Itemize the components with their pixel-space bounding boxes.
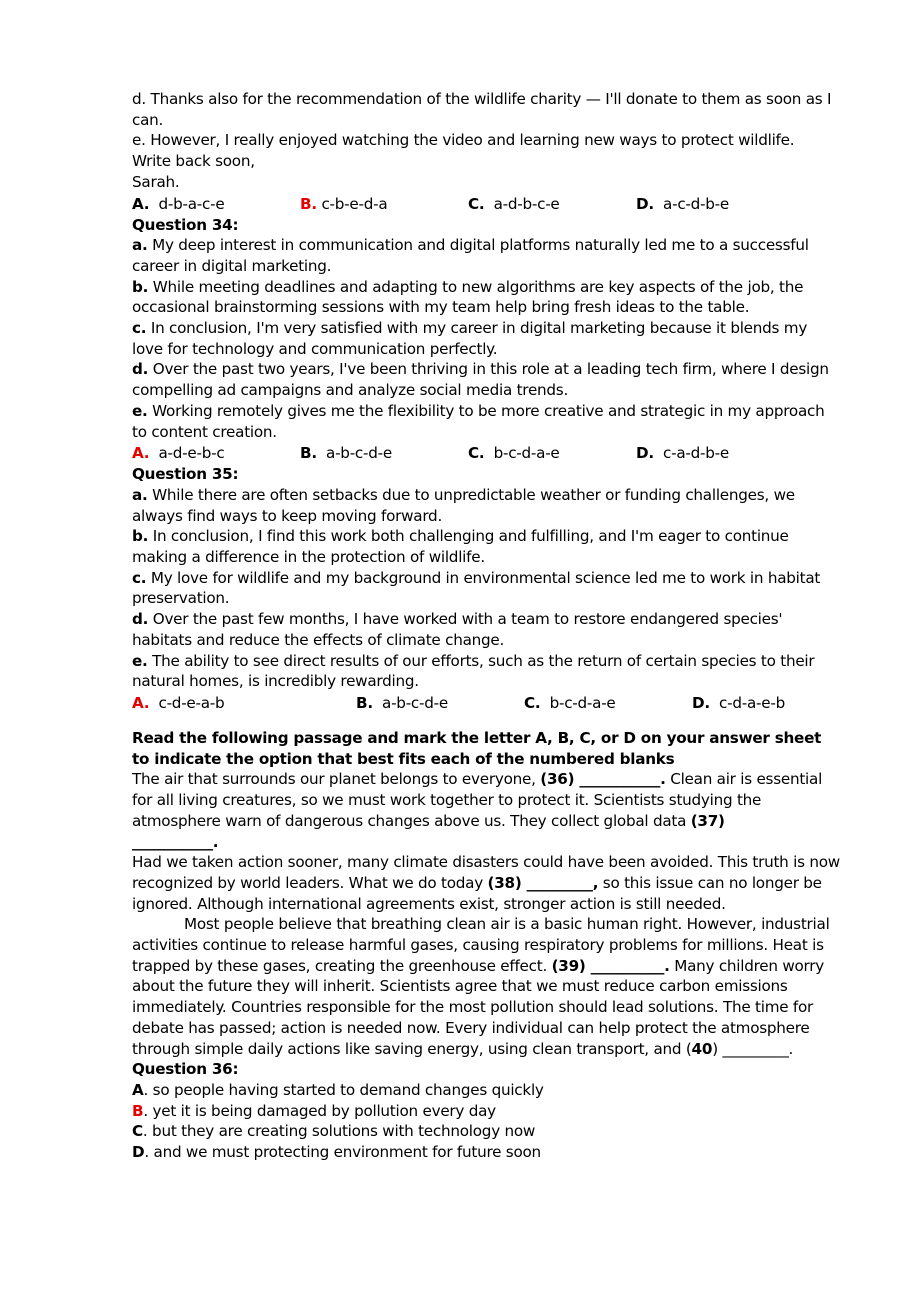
passage-paragraph-1: The air that surrounds our planet belongs to everyone, (36) ___________. Clean air is essential for all living creatures, so we must work together to protect it. Scientists studying the atmosphere warn of dangerous changes above us. They collect global data (37) ___________. Had we taken action sooner, many climate disasters could have been avoided. This truth is now recognized by world leaders. What we do today (38) _________, so this issue can no longer be ignored. Although international agreements exist, stronger action is still needed.	[132, 770, 840, 913]
exam-page	[132, 89, 842, 1163]
blank-39-number: (39)	[551, 956, 586, 975]
q33-option-a[interactable]: A. d-b-a-c-e	[132, 194, 225, 213]
q34-item-c: c. In conclusion, I'm very satisfied with my career in digital marketing because it blends my love for technology and communication perfectly.	[132, 319, 808, 358]
q35-option-b[interactable]: B. a-b-c-d-e	[356, 693, 448, 712]
q34-option-d[interactable]: D. c-a-d-b-e	[636, 444, 729, 463]
q33-option-d[interactable]: D. a-c-d-b-e	[636, 194, 729, 213]
q35-option-d[interactable]: D. c-d-a-e-b	[692, 693, 785, 712]
q36-option-b[interactable]: B. yet it is being damaged by pollution every day	[132, 1101, 496, 1120]
q33-item-d: d. Thanks also for the recommendation of the wildlife charity — I'll donate to them as soon as I can.	[132, 90, 832, 129]
q35-options	[132, 692, 842, 714]
q33-option-c[interactable]: C. a-d-b-c-e	[468, 194, 560, 213]
q36-option-a[interactable]: A. so people having started to demand changes quickly	[132, 1080, 544, 1099]
q34-option-b[interactable]: B. a-b-c-d-e	[300, 444, 392, 463]
q33-closing: Write back soon,	[132, 152, 255, 171]
q35-option-c[interactable]: C. b-c-d-a-e	[524, 693, 616, 712]
q35-heading: Question 35:	[132, 465, 239, 484]
blank-36-number: (36)	[540, 770, 575, 789]
q35-item-e: e. The ability to see direct results of our efforts, such as the return of certain species to their natural homes, is incredibly rewarding.	[132, 651, 815, 691]
blank-38-number: (38)	[487, 873, 522, 892]
q36-heading: Question 36:	[132, 1060, 239, 1079]
blank-40-number: 40	[691, 1039, 713, 1058]
blank-36: ___________.	[574, 770, 666, 789]
q34-option-a[interactable]: A. a-d-e-b-c	[132, 444, 225, 463]
q33-item-e: e. However, I really enjoyed watching the video and learning new ways to protect wildlife.	[132, 131, 795, 150]
q35-item-d: d. Over the past few months, I have worked with a team to restore endangered species' habitats and reduce the effects of climate change.	[132, 610, 783, 649]
q35-item-b: b. In conclusion, I find this work both challenging and fulfilling, and I'm eager to continue making a difference in the protection of wildlife.	[132, 527, 789, 567]
q34-option-c[interactable]: C. b-c-d-a-e	[468, 444, 560, 463]
blank-37: ___________.	[132, 832, 219, 851]
q34-item-e: e. Working remotely gives me the flexibility to be more creative and strategic in my approach to content creation.	[132, 401, 825, 441]
q33-option-b[interactable]: B. c-b-e-d-a	[300, 194, 388, 213]
q34-item-a: a. My deep interest in communication and digital platforms naturally led me to a successful career in digital marketing.	[132, 236, 809, 275]
q35-option-a[interactable]: A. c-d-e-a-b	[132, 693, 225, 712]
q36-option-d[interactable]: D. and we must protecting environment for future soon	[132, 1143, 541, 1162]
q33-signature: Sarah.	[132, 172, 180, 191]
q34-item-d: d. Over the past two years, I've been thriving in this role at a leading tech firm, where I design compelling ad campaigns and analyze social media trends.	[132, 360, 829, 400]
q36-option-c[interactable]: C. but they are creating solutions with technology now	[132, 1122, 536, 1141]
q33-options	[132, 193, 842, 215]
q35-item-c: c. My love for wildlife and my background in environmental science led me to work in habitat preservation.	[132, 568, 821, 608]
blank-39: __________.	[585, 956, 670, 975]
q35-item-a: a. While there are often setbacks due to unpredictable weather or funding challenges, we always find ways to keep moving forward.	[132, 485, 795, 525]
q34-item-b: b. While meeting deadlines and adapting to new algorithms are key aspects of the job, the occasional brainstorming sessions with my team help bring fresh ideas to the table.	[132, 277, 804, 317]
blank-37-number: (37)	[690, 811, 725, 830]
passage-paragraph-2: Most people believe that breathing clean air is a basic human right. However, industrial activities continue to release harmful gases, causing respiratory problems for millions. Heat is trapped by these gases, creating the greenhouse effect. (39) __________. Many children worry about the future they will inherit. Scientists agree that we must reduce carbon emissions immediately. Countries responsible for the most pollution should lead solutions. The time for debate has passed; action is needed now. Every individual can help protect the atmosphere through simple daily actions like saving energy, using clean transport, and (40) _________.	[132, 915, 830, 1058]
q34-heading: Question 34:	[132, 215, 239, 234]
q34-options	[132, 442, 842, 464]
passage-instruction: Read the following passage and mark the letter A, B, C, or D on your answer sheet to indicate the option that best fits each of the numbered blanks	[132, 728, 822, 768]
blank-40: ) _________.	[712, 1039, 794, 1058]
blank-38: _________,	[521, 873, 599, 892]
